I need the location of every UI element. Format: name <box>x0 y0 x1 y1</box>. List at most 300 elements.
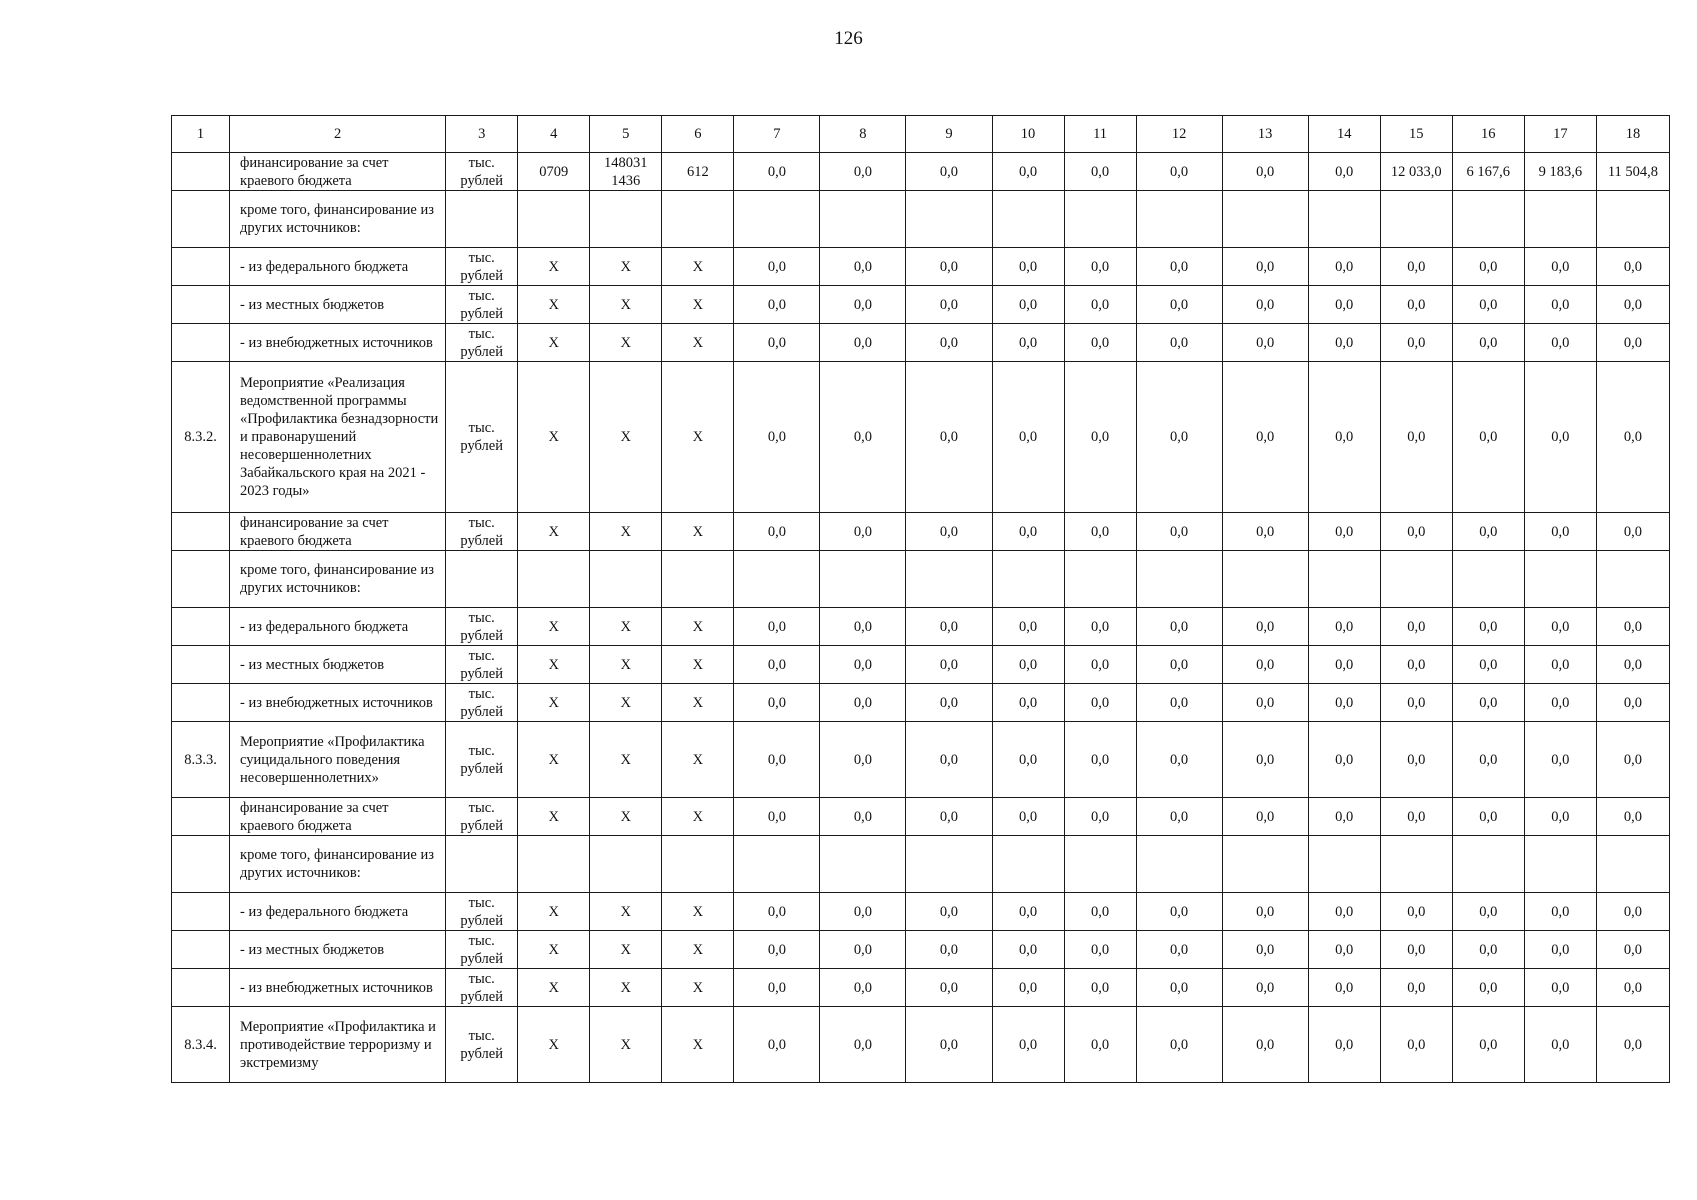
value-cell: 0,0 <box>1222 248 1308 286</box>
value-cell: 0,0 <box>1222 722 1308 798</box>
table-row <box>172 191 1670 248</box>
value-cell <box>1596 551 1669 608</box>
value-cell: 0,0 <box>1524 248 1596 286</box>
unit-cell: тыс. рублей <box>446 931 518 969</box>
value-cell: 0,0 <box>734 324 820 362</box>
value-cell <box>734 551 820 608</box>
value-cell: 0,0 <box>1064 1007 1136 1083</box>
value-cell: 0,0 <box>1064 893 1136 931</box>
value-cell: X <box>518 513 590 551</box>
value-cell: X <box>662 513 734 551</box>
value-cell: 12 033,0 <box>1380 153 1452 191</box>
value-cell: X <box>662 722 734 798</box>
table-row <box>172 1007 1670 1083</box>
column-header: 14 <box>1308 116 1380 153</box>
row-number-cell: 8.3.3. <box>172 722 230 798</box>
column-header: 9 <box>906 116 992 153</box>
value-cell: 0,0 <box>1064 608 1136 646</box>
value-cell: 0,0 <box>906 931 992 969</box>
value-cell: 0,0 <box>992 286 1064 324</box>
unit-cell: тыс. рублей <box>446 722 518 798</box>
table-row <box>172 248 1670 286</box>
value-cell: X <box>590 286 662 324</box>
value-cell: 0,0 <box>906 608 992 646</box>
value-cell: 0,0 <box>1380 324 1452 362</box>
value-cell: X <box>518 722 590 798</box>
row-description-cell: Мероприятие «Профилактика и противодействие терроризму и экстремизму <box>230 1007 446 1083</box>
value-cell: 0,0 <box>1380 798 1452 836</box>
unit-cell: тыс. рублей <box>446 798 518 836</box>
row-number-cell <box>172 608 230 646</box>
value-cell: X <box>518 931 590 969</box>
value-cell: X <box>518 969 590 1007</box>
value-cell: 0,0 <box>1380 1007 1452 1083</box>
value-cell: X <box>662 324 734 362</box>
column-header: 8 <box>820 116 906 153</box>
value-cell: X <box>662 684 734 722</box>
value-cell: 0,0 <box>1596 646 1669 684</box>
value-cell: 0,0 <box>1524 722 1596 798</box>
value-cell: 0,0 <box>1380 286 1452 324</box>
value-cell: 0,0 <box>1308 931 1380 969</box>
value-cell: 0,0 <box>906 646 992 684</box>
value-cell: 0,0 <box>1596 324 1669 362</box>
value-cell: 0,0 <box>1380 969 1452 1007</box>
value-cell: 0,0 <box>906 684 992 722</box>
table-row <box>172 286 1670 324</box>
value-cell: 0,0 <box>1136 1007 1222 1083</box>
column-header: 2 <box>230 116 446 153</box>
row-description-cell: - из внебюджетных источников <box>230 324 446 362</box>
row-description-cell: кроме того, финансирование из других источников: <box>230 191 446 248</box>
value-cell: 0,0 <box>906 248 992 286</box>
value-cell: 0,0 <box>1596 684 1669 722</box>
value-cell: 0,0 <box>1524 969 1596 1007</box>
value-cell: 0,0 <box>1222 969 1308 1007</box>
value-cell <box>1524 836 1596 893</box>
row-description-cell: финансирование за счет краевого бюджета <box>230 798 446 836</box>
value-cell: 0,0 <box>820 969 906 1007</box>
value-cell: 0,0 <box>1380 646 1452 684</box>
value-cell <box>1222 191 1308 248</box>
value-cell: 612 <box>662 153 734 191</box>
unit-cell: тыс. рублей <box>446 608 518 646</box>
value-cell: 0,0 <box>1136 248 1222 286</box>
value-cell: 0,0 <box>1136 684 1222 722</box>
value-cell <box>820 836 906 893</box>
value-cell: X <box>662 969 734 1007</box>
unit-cell: тыс. рублей <box>446 153 518 191</box>
table-header-row <box>172 116 1670 153</box>
value-cell: 0,0 <box>906 286 992 324</box>
value-cell: 0,0 <box>1380 684 1452 722</box>
value-cell: 0,0 <box>1064 362 1136 513</box>
value-cell: 0,0 <box>1064 646 1136 684</box>
unit-cell: тыс. рублей <box>446 286 518 324</box>
value-cell: 0,0 <box>1452 608 1524 646</box>
value-cell: 0,0 <box>820 798 906 836</box>
value-cell: 0,0 <box>992 608 1064 646</box>
column-header: 5 <box>590 116 662 153</box>
value-cell: 0,0 <box>820 286 906 324</box>
value-cell: 0,0 <box>992 362 1064 513</box>
value-cell: 0,0 <box>1380 248 1452 286</box>
column-header: 11 <box>1064 116 1136 153</box>
value-cell: X <box>518 248 590 286</box>
value-cell: 0,0 <box>1308 608 1380 646</box>
value-cell <box>1308 551 1380 608</box>
value-cell: 0,0 <box>906 969 992 1007</box>
value-cell <box>590 836 662 893</box>
value-cell: 0,0 <box>1596 893 1669 931</box>
value-cell: 0,0 <box>1136 798 1222 836</box>
value-cell <box>734 836 820 893</box>
value-cell <box>590 191 662 248</box>
value-cell <box>820 191 906 248</box>
value-cell: 0,0 <box>906 1007 992 1083</box>
value-cell: 0,0 <box>1064 722 1136 798</box>
table-row <box>172 798 1670 836</box>
value-cell <box>590 551 662 608</box>
value-cell: 0,0 <box>1136 608 1222 646</box>
row-description-cell: финансирование за счет краевого бюджета <box>230 513 446 551</box>
value-cell: 0,0 <box>734 513 820 551</box>
value-cell: 0,0 <box>1136 722 1222 798</box>
value-cell: 0,0 <box>734 722 820 798</box>
unit-cell <box>446 836 518 893</box>
value-cell: X <box>590 513 662 551</box>
value-cell <box>1380 551 1452 608</box>
value-cell: 0,0 <box>1064 324 1136 362</box>
value-cell: 0,0 <box>992 684 1064 722</box>
value-cell: X <box>662 286 734 324</box>
value-cell <box>1596 836 1669 893</box>
value-cell: 0,0 <box>820 362 906 513</box>
value-cell: X <box>518 1007 590 1083</box>
value-cell: 0,0 <box>1452 646 1524 684</box>
column-header: 6 <box>662 116 734 153</box>
value-cell: 0,0 <box>1136 893 1222 931</box>
value-cell: 0,0 <box>1596 248 1669 286</box>
row-number-cell <box>172 931 230 969</box>
value-cell: 0,0 <box>1308 646 1380 684</box>
value-cell: X <box>590 722 662 798</box>
value-cell: 0,0 <box>1136 931 1222 969</box>
value-cell <box>662 836 734 893</box>
value-cell <box>820 551 906 608</box>
value-cell: 0,0 <box>1380 893 1452 931</box>
value-cell: 0,0 <box>734 248 820 286</box>
value-cell: X <box>518 324 590 362</box>
value-cell: 0,0 <box>1308 722 1380 798</box>
value-cell: 0,0 <box>992 722 1064 798</box>
value-cell: X <box>590 646 662 684</box>
table-row <box>172 722 1670 798</box>
value-cell: 0,0 <box>992 931 1064 969</box>
unit-cell: тыс. рублей <box>446 646 518 684</box>
value-cell: 0,0 <box>1380 362 1452 513</box>
value-cell: 0,0 <box>734 608 820 646</box>
value-cell: 0,0 <box>1524 362 1596 513</box>
row-number-cell <box>172 798 230 836</box>
value-cell: 0,0 <box>734 286 820 324</box>
value-cell: 0,0 <box>1222 153 1308 191</box>
value-cell <box>518 551 590 608</box>
value-cell: X <box>590 798 662 836</box>
value-cell: 0,0 <box>820 324 906 362</box>
value-cell: 0,0 <box>1452 324 1524 362</box>
unit-cell: тыс. рублей <box>446 513 518 551</box>
value-cell: 0,0 <box>1524 931 1596 969</box>
table-row <box>172 362 1670 513</box>
value-cell: 9 183,6 <box>1524 153 1596 191</box>
row-description-cell: Мероприятие «Профилактика суицидального поведения несовершеннолетних» <box>230 722 446 798</box>
value-cell: 6 167,6 <box>1452 153 1524 191</box>
value-cell: 0,0 <box>992 969 1064 1007</box>
value-cell: 0,0 <box>1222 646 1308 684</box>
value-cell: 0,0 <box>820 513 906 551</box>
value-cell <box>1452 191 1524 248</box>
value-cell: X <box>662 798 734 836</box>
value-cell: X <box>662 1007 734 1083</box>
value-cell: X <box>662 931 734 969</box>
value-cell <box>992 191 1064 248</box>
value-cell: 0,0 <box>1308 286 1380 324</box>
value-cell: 0,0 <box>1524 893 1596 931</box>
value-cell: 0,0 <box>1222 684 1308 722</box>
value-cell: 0,0 <box>992 153 1064 191</box>
unit-cell: тыс. рублей <box>446 362 518 513</box>
value-cell: 11 504,8 <box>1596 153 1669 191</box>
value-cell: 0,0 <box>992 1007 1064 1083</box>
unit-cell <box>446 551 518 608</box>
value-cell: 0,0 <box>992 324 1064 362</box>
value-cell: 0,0 <box>820 1007 906 1083</box>
value-cell: 0,0 <box>1222 362 1308 513</box>
value-cell: 0,0 <box>1064 286 1136 324</box>
row-number-cell: 8.3.2. <box>172 362 230 513</box>
value-cell: 0,0 <box>820 248 906 286</box>
value-cell: X <box>518 646 590 684</box>
value-cell: 0,0 <box>1064 153 1136 191</box>
value-cell: 148031 1436 <box>590 153 662 191</box>
value-cell: 0,0 <box>1524 286 1596 324</box>
value-cell: X <box>662 893 734 931</box>
row-number-cell <box>172 646 230 684</box>
value-cell: 0,0 <box>1222 931 1308 969</box>
value-cell: 0,0 <box>1136 286 1222 324</box>
value-cell <box>1136 836 1222 893</box>
value-cell: 0,0 <box>1136 969 1222 1007</box>
value-cell <box>1222 836 1308 893</box>
value-cell: X <box>590 1007 662 1083</box>
row-description-cell: - из местных бюджетов <box>230 646 446 684</box>
value-cell: 0,0 <box>1524 798 1596 836</box>
row-description-cell: кроме того, финансирование из других источников: <box>230 836 446 893</box>
value-cell: X <box>590 248 662 286</box>
value-cell: 0,0 <box>992 893 1064 931</box>
value-cell: 0,0 <box>1308 798 1380 836</box>
value-cell: 0,0 <box>734 931 820 969</box>
value-cell: 0,0 <box>1308 513 1380 551</box>
value-cell: 0,0 <box>734 646 820 684</box>
value-cell: 0,0 <box>906 893 992 931</box>
value-cell: X <box>590 893 662 931</box>
value-cell: 0,0 <box>1596 362 1669 513</box>
value-cell: 0,0 <box>734 684 820 722</box>
value-cell <box>518 191 590 248</box>
value-cell: 0,0 <box>1308 1007 1380 1083</box>
row-number-cell <box>172 893 230 931</box>
column-header: 17 <box>1524 116 1596 153</box>
table-row <box>172 324 1670 362</box>
row-description-cell: - из внебюджетных источников <box>230 684 446 722</box>
value-cell: 0,0 <box>1380 722 1452 798</box>
value-cell: 0,0 <box>992 513 1064 551</box>
value-cell: 0,0 <box>1380 608 1452 646</box>
column-header: 18 <box>1596 116 1669 153</box>
row-number-cell <box>172 551 230 608</box>
value-cell: 0,0 <box>820 153 906 191</box>
value-cell: 0,0 <box>1222 324 1308 362</box>
value-cell: 0,0 <box>1524 1007 1596 1083</box>
column-header: 3 <box>446 116 518 153</box>
value-cell: 0,0 <box>820 931 906 969</box>
value-cell: 0,0 <box>734 362 820 513</box>
unit-cell: тыс. рублей <box>446 684 518 722</box>
value-cell: 0,0 <box>906 324 992 362</box>
value-cell: 0,0 <box>906 362 992 513</box>
value-cell: 0,0 <box>820 608 906 646</box>
value-cell: 0,0 <box>1136 362 1222 513</box>
value-cell: 0709 <box>518 153 590 191</box>
value-cell: 0,0 <box>1308 153 1380 191</box>
value-cell <box>734 191 820 248</box>
value-cell: X <box>590 931 662 969</box>
value-cell <box>662 191 734 248</box>
row-description-cell: - из местных бюджетов <box>230 286 446 324</box>
value-cell <box>1136 191 1222 248</box>
unit-cell: тыс. рублей <box>446 248 518 286</box>
row-number-cell <box>172 153 230 191</box>
value-cell: 0,0 <box>734 153 820 191</box>
value-cell: 0,0 <box>1222 1007 1308 1083</box>
table-row <box>172 513 1670 551</box>
column-header: 13 <box>1222 116 1308 153</box>
value-cell: 0,0 <box>1064 931 1136 969</box>
row-description-cell: - из федерального бюджета <box>230 893 446 931</box>
value-cell: 0,0 <box>906 153 992 191</box>
column-header: 10 <box>992 116 1064 153</box>
value-cell: 0,0 <box>820 893 906 931</box>
value-cell: 0,0 <box>1222 608 1308 646</box>
value-cell: 0,0 <box>1524 646 1596 684</box>
row-number-cell <box>172 836 230 893</box>
row-number-cell <box>172 248 230 286</box>
value-cell: X <box>518 893 590 931</box>
value-cell: 0,0 <box>1596 286 1669 324</box>
table-row <box>172 969 1670 1007</box>
budget-table <box>171 115 1670 1083</box>
value-cell: 0,0 <box>1596 931 1669 969</box>
table-row <box>172 646 1670 684</box>
value-cell: 0,0 <box>1308 248 1380 286</box>
value-cell: X <box>662 608 734 646</box>
value-cell: 0,0 <box>1064 969 1136 1007</box>
row-number-cell <box>172 684 230 722</box>
table-row <box>172 893 1670 931</box>
value-cell: 0,0 <box>734 798 820 836</box>
value-cell: 0,0 <box>1308 893 1380 931</box>
table-row <box>172 153 1670 191</box>
row-description-cell: финансирование за счет краевого бюджета <box>230 153 446 191</box>
value-cell <box>1524 551 1596 608</box>
value-cell: 0,0 <box>1308 362 1380 513</box>
unit-cell: тыс. рублей <box>446 1007 518 1083</box>
value-cell: 0,0 <box>906 798 992 836</box>
value-cell: 0,0 <box>1136 513 1222 551</box>
unit-cell: тыс. рублей <box>446 324 518 362</box>
value-cell <box>1308 836 1380 893</box>
value-cell: 0,0 <box>992 646 1064 684</box>
column-header: 1 <box>172 116 230 153</box>
table-row <box>172 931 1670 969</box>
row-number-cell <box>172 513 230 551</box>
value-cell <box>1452 836 1524 893</box>
value-cell: 0,0 <box>734 1007 820 1083</box>
value-cell: X <box>518 608 590 646</box>
value-cell: 0,0 <box>1596 722 1669 798</box>
value-cell: X <box>590 684 662 722</box>
value-cell: 0,0 <box>1452 513 1524 551</box>
row-description-cell: - из федерального бюджета <box>230 248 446 286</box>
value-cell: 0,0 <box>1596 1007 1669 1083</box>
value-cell <box>906 836 992 893</box>
value-cell: 0,0 <box>1452 893 1524 931</box>
value-cell <box>1222 551 1308 608</box>
value-cell <box>1524 191 1596 248</box>
value-cell <box>992 551 1064 608</box>
value-cell <box>1596 191 1669 248</box>
value-cell: 0,0 <box>1452 969 1524 1007</box>
column-header: 16 <box>1452 116 1524 153</box>
value-cell: 0,0 <box>906 513 992 551</box>
table-row <box>172 551 1670 608</box>
value-cell: X <box>590 362 662 513</box>
table-row <box>172 608 1670 646</box>
column-header: 4 <box>518 116 590 153</box>
value-cell: 0,0 <box>1452 931 1524 969</box>
value-cell: X <box>662 646 734 684</box>
row-number-cell <box>172 324 230 362</box>
value-cell: 0,0 <box>1064 248 1136 286</box>
value-cell: 0,0 <box>1136 646 1222 684</box>
value-cell: 0,0 <box>1222 286 1308 324</box>
unit-cell <box>446 191 518 248</box>
value-cell: 0,0 <box>1596 513 1669 551</box>
value-cell: 0,0 <box>1380 513 1452 551</box>
value-cell: 0,0 <box>1136 324 1222 362</box>
row-description-cell: - из внебюджетных источников <box>230 969 446 1007</box>
value-cell: 0,0 <box>1222 513 1308 551</box>
value-cell: 0,0 <box>734 893 820 931</box>
value-cell: 0,0 <box>1596 798 1669 836</box>
value-cell: 0,0 <box>820 646 906 684</box>
value-cell: 0,0 <box>1064 513 1136 551</box>
value-cell: 0,0 <box>1524 608 1596 646</box>
value-cell: 0,0 <box>1308 969 1380 1007</box>
value-cell: X <box>518 684 590 722</box>
